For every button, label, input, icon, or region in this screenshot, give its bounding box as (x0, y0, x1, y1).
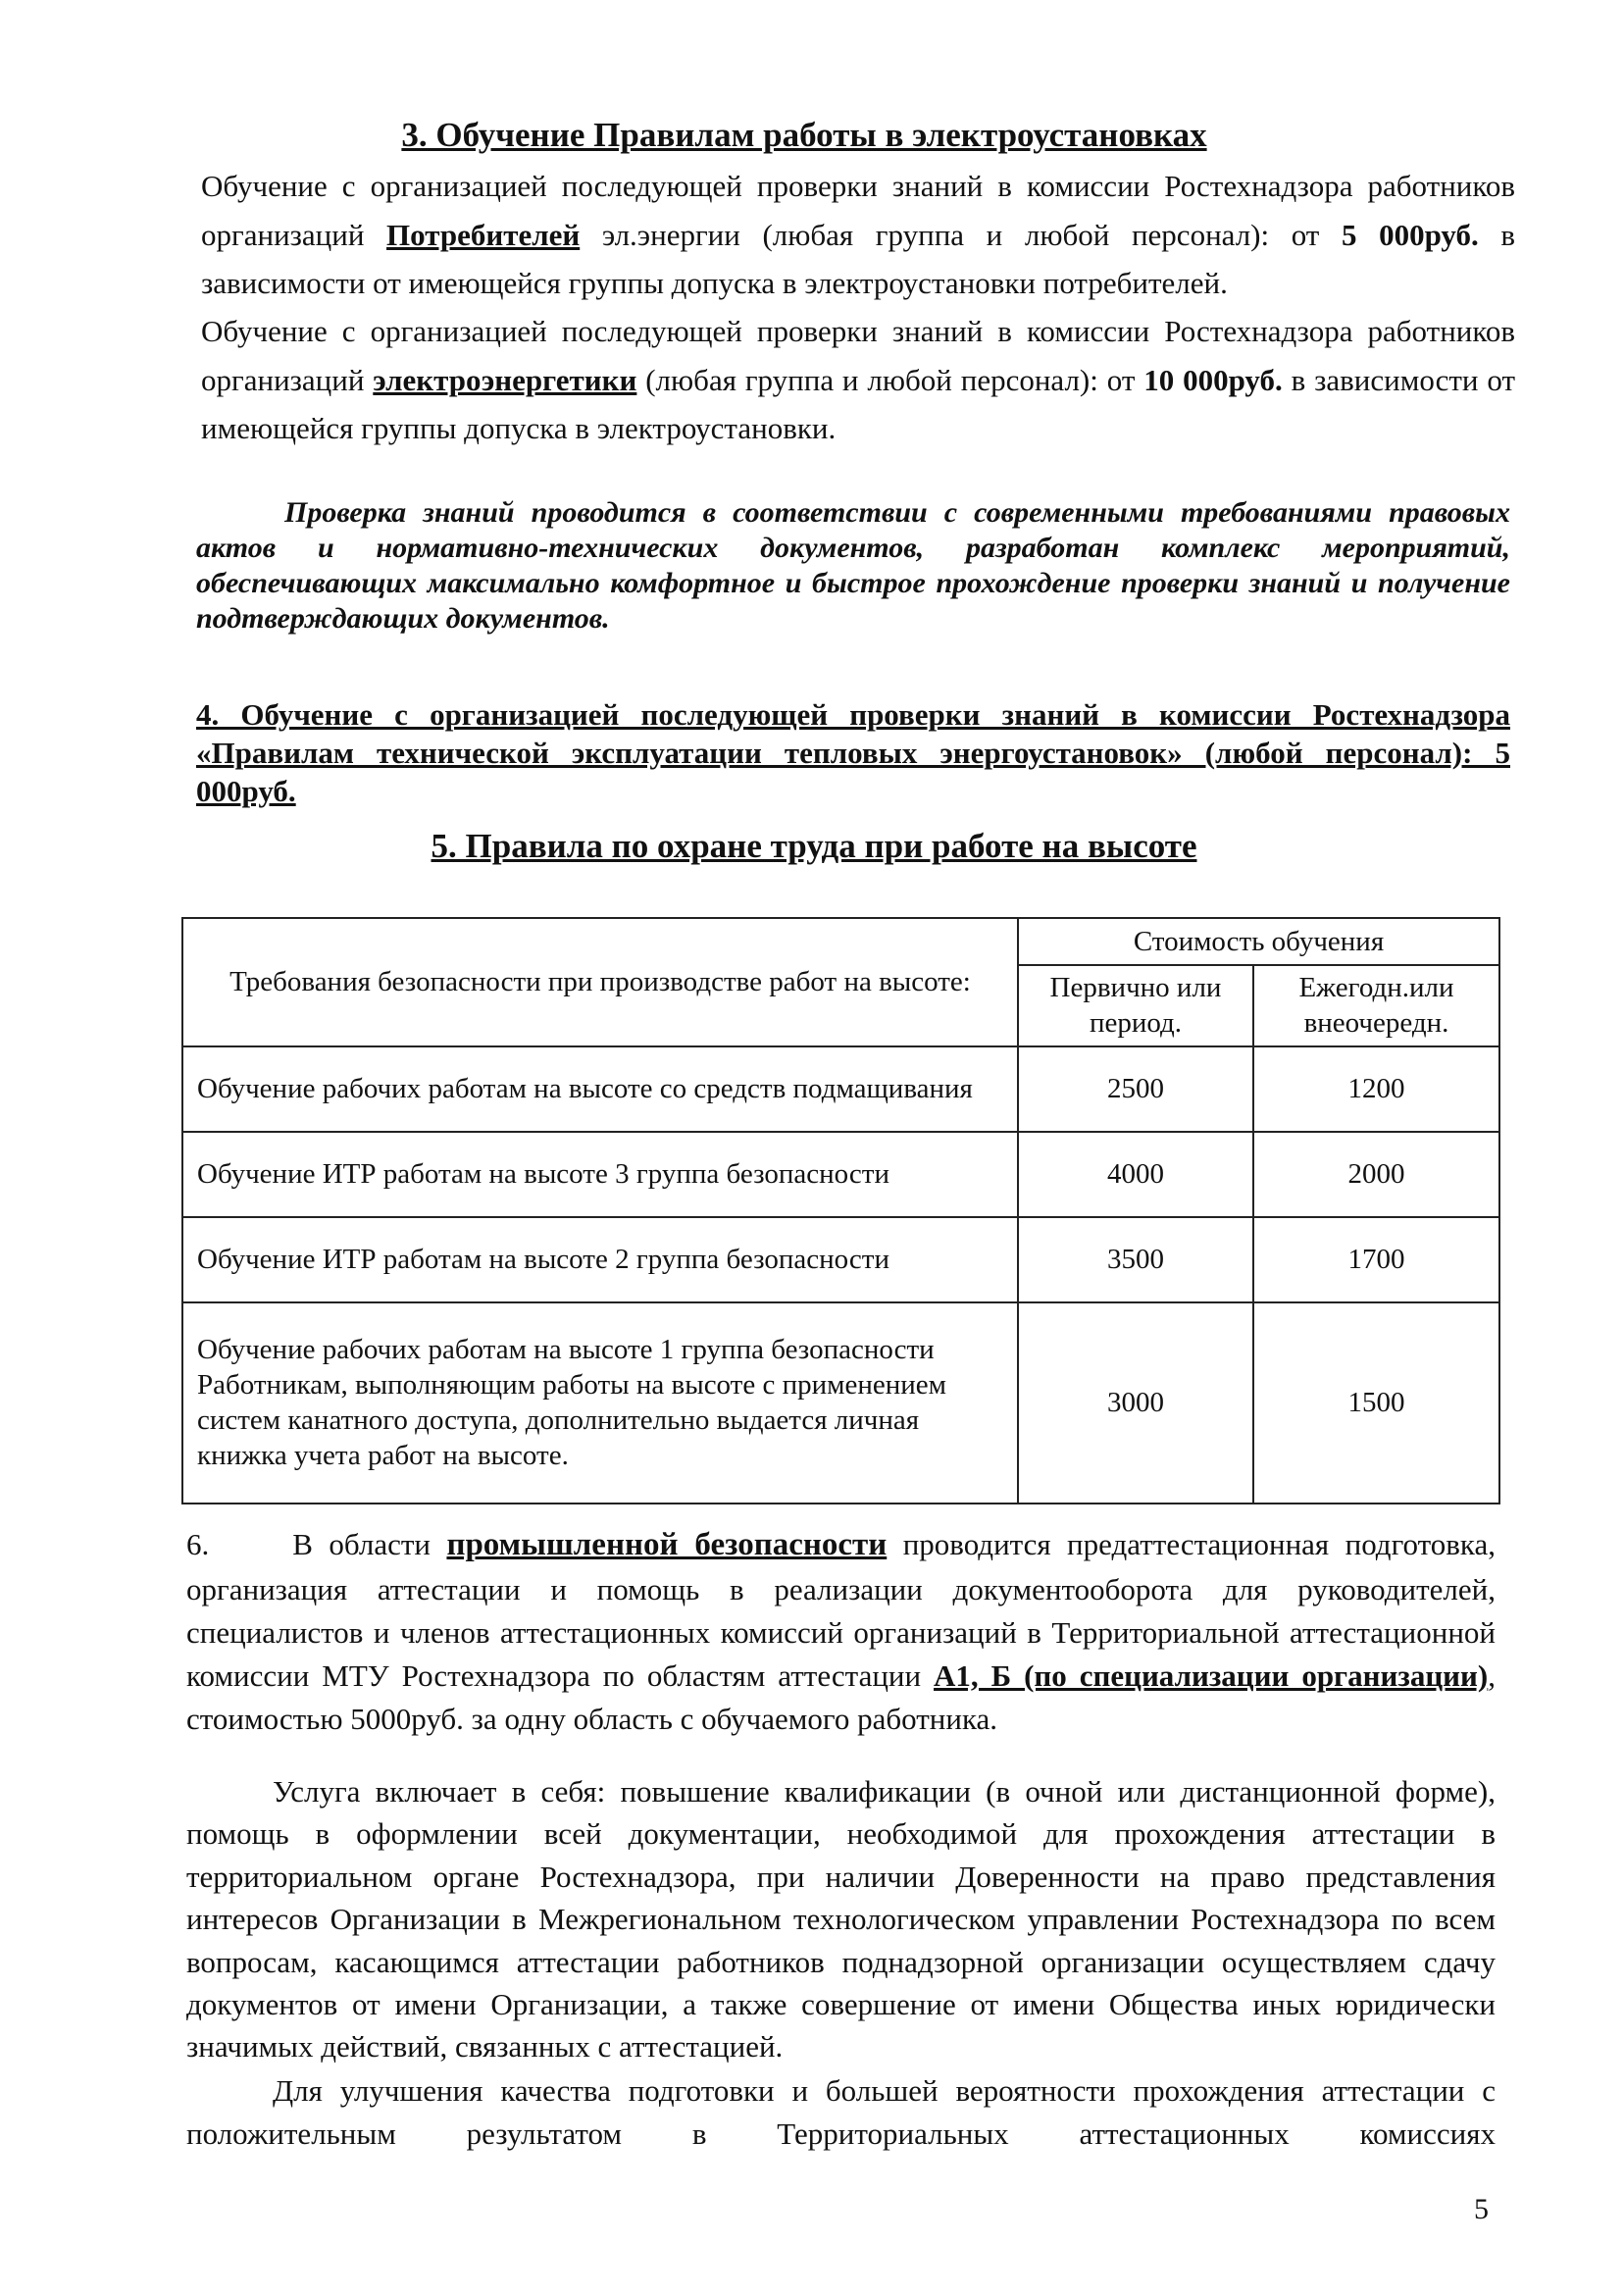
row-name: Обучение ИТР работам на высоте 3 группа безопасности (182, 1132, 1018, 1217)
p2-price: 10 000руб. (1143, 362, 1283, 397)
s6-text-b: проводится предаттестационная подготовка, организация аттестации и помощь в реализации документооборота для руководителей, специалистов и членов аттестационных комиссий организаций в Территориальной аттестационной комиссии МТУ Ростехнадзора по областям аттестации (186, 1527, 1496, 1693)
page-number: 5 (1474, 2193, 1489, 2225)
p1-text-c: в зависимости от имеющейся группы допуска в электроустановки потребителей. (201, 217, 1515, 301)
section-4-text: 4. Обучение с организацией последующей проверки знаний в комиссии Ростехнадзора «Правилам технической эксплуатации тепловых энергоустановок» (любой персонал): 5 000руб. (196, 697, 1510, 808)
col-header-primary: Первично или период. (1018, 965, 1253, 1046)
section-3-paragraph-2 (201, 307, 1515, 453)
p2-text-a: Обучение с организацией последующей проверки знаний в комиссии Ростехнадзора работников организаций (201, 314, 1515, 397)
height-work-table (181, 917, 1500, 1504)
section-5-title: 5. Правила по охране труда при работе на высоте (431, 827, 1197, 865)
row-annual-price: 2000 (1253, 1132, 1499, 1217)
section-3-note: Проверка знаний проводится в соответствии с современными требованиями правовых актов и нормативно-технических документов, разработан комплекс мероприятий, обеспечивающих максимально комфортное и быстрое прохождение проверки знаний и получение подтверждающих документов. (196, 496, 1510, 635)
section-6-paragraph-1 (186, 1522, 1496, 1741)
p1-text-b: эл.энергии (любая группа и любой персонал): от (580, 217, 1342, 252)
p1-price: 5 000руб. (1341, 217, 1479, 252)
section-3-title: 3. Обучение Правилам работы в электроустановках (401, 116, 1207, 154)
row-name-line-2: Работникам, выполняющим работы на высоте с применением систем канатного доступа, дополнительно выдается личная книжка учета работ на высоте. (197, 1368, 947, 1472)
col-header-annual: Ежегодн.или внеочередн. (1253, 965, 1499, 1046)
row-name (182, 1302, 1018, 1504)
row-primary-price: 4000 (1018, 1132, 1253, 1217)
col-header-requirements: Требования безопасности при производстве работ на высоте: (182, 918, 1018, 1046)
table-row (182, 1046, 1499, 1132)
p2-text-b: (любая группа и любой персонал): от (636, 362, 1144, 397)
table-row (182, 1132, 1499, 1217)
row-annual-price: 1500 (1253, 1302, 1499, 1504)
row-primary-price: 3500 (1018, 1217, 1253, 1302)
section-6-number: 6. (186, 1527, 210, 1561)
row-annual-price: 1700 (1253, 1217, 1499, 1302)
table-row (182, 1217, 1499, 1302)
p2-text-c: в зависимости от имеющейся группы допуска в электроустановки. (201, 362, 1515, 446)
row-name: Обучение ИТР работам на высоте 2 группа безопасности (182, 1217, 1018, 1302)
section-6-paragraph-3: Для улучшения качества подготовки и большей вероятности прохождения аттестации с положительным результатом в Территориальных аттестационных комиссиях (186, 2073, 1496, 2152)
row-annual-price: 1200 (1253, 1046, 1499, 1132)
section-6-paragraph-2: Услуга включает в себя: повышение квалификации (в очной или дистанционной форме), помощь в оформлении всей документации, необходимой для прохождения аттестации в территориальном органе Ростехнадзора, при наличии Доверенности на право представления интересов Организации в Межрегиональном технологическом управлении Ростехнадзора по всем вопросам, касающимся аттестации работников поднадзорной организации осуществляем сдачу документов от имени Организации, а также совершение от имени Общества иных юридически значимых действий, связанных с аттестацией. (186, 1774, 1496, 2065)
p1-text-a: Обучение с организацией последующей проверки знаний в комиссии Ростехнадзора работников организаций (201, 169, 1515, 252)
row-primary-price: 3000 (1018, 1302, 1253, 1504)
row-primary-price: 2500 (1018, 1046, 1253, 1132)
s6-areas: А1, Б (по специализации организации) (934, 1657, 1489, 1693)
col-header-cost: Стоимость обучения (1018, 918, 1499, 965)
p1-consumers: Потребителей (386, 217, 581, 252)
p2-power-industry: электроэнергетики (373, 362, 637, 397)
s6-text-c: , стоимостью 5000руб. за одну область с обучаемого работника. (186, 1657, 1496, 1736)
row-name: Обучение рабочих работам на высоте со средств подмащивания (182, 1046, 1018, 1132)
s6-industrial-safety: промышленной безопасности (446, 1527, 888, 1562)
section-3-paragraph-1 (201, 162, 1515, 308)
row-name-line-1: Обучение рабочих работам на высоте 1 группа безопасности (197, 1333, 935, 1365)
s6-text-a: В области (292, 1527, 447, 1561)
table-row (182, 1302, 1499, 1504)
